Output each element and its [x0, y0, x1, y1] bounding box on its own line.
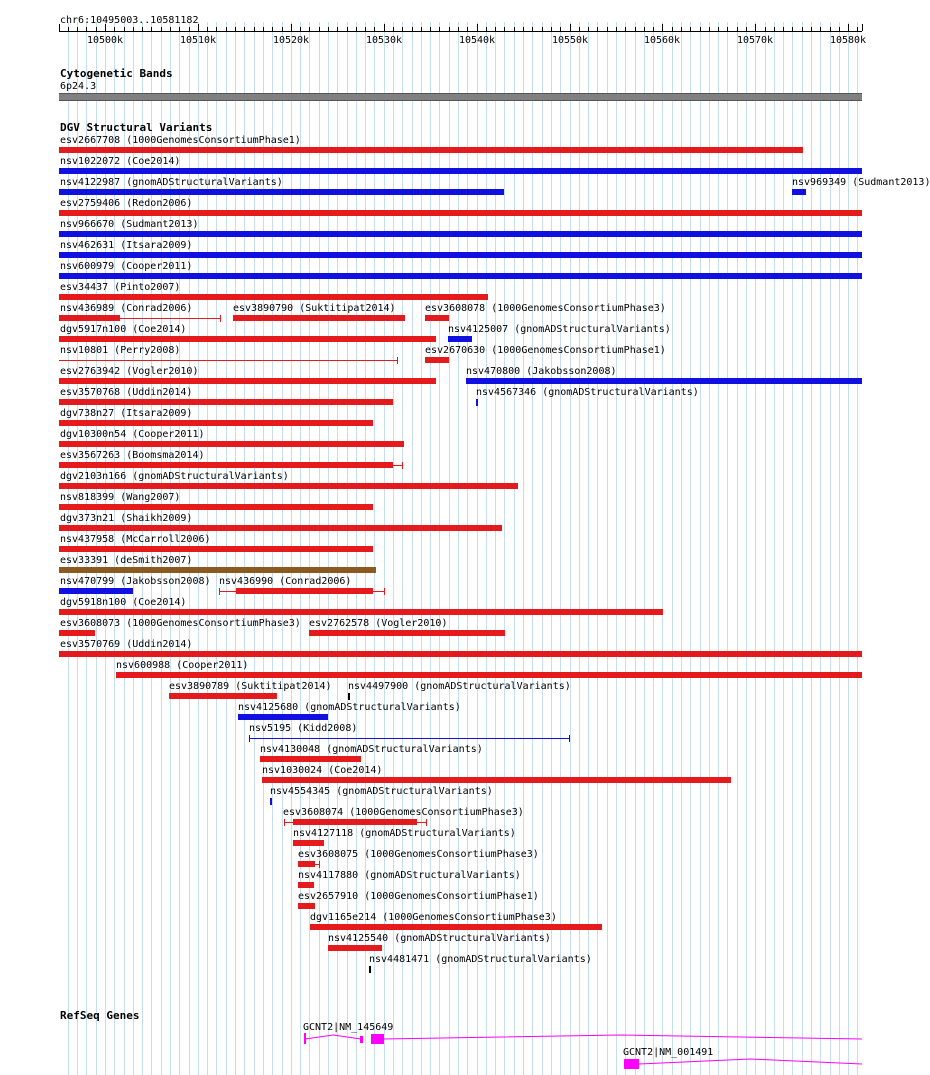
- gene-label[interactable]: GCNT2|NM_145649: [303, 1022, 394, 1033]
- variant-feature[interactable]: [59, 630, 95, 636]
- variant-label[interactable]: dgv1165e214 (1000GenomesConsortiumPhase3): [310, 912, 557, 923]
- variant-label[interactable]: nsv1030024 (Coe2014): [262, 765, 383, 776]
- variant-label[interactable]: esv3890790 (Suktitipat2014): [233, 303, 396, 314]
- variant-feature[interactable]: [476, 399, 478, 406]
- variant-label[interactable]: nsv436990 (Conrad2006): [219, 576, 352, 587]
- variant-feature[interactable]: [59, 441, 404, 447]
- gene-model-nm-145649[interactable]: [305, 1033, 862, 1044]
- variant-feature[interactable]: [59, 483, 518, 489]
- variant-feature[interactable]: [59, 462, 393, 468]
- variant-feature[interactable]: [270, 798, 272, 805]
- gene-exon[interactable]: [624, 1059, 639, 1069]
- variant-label[interactable]: nsv5195 (Kidd2008): [249, 723, 358, 734]
- ruler-tick-label: 10570k: [736, 35, 774, 46]
- variant-feature[interactable]: [310, 924, 602, 930]
- variant-label[interactable]: dgv738n27 (Itsara2009): [60, 408, 193, 419]
- variant-feature[interactable]: [262, 777, 731, 783]
- variant-label[interactable]: esv3570768 (Uddin2014): [60, 387, 193, 398]
- variant-feature[interactable]: [260, 756, 361, 762]
- variant-feature[interactable]: [59, 336, 436, 342]
- variant-extent-line[interactable]: [249, 738, 569, 739]
- variant-feature[interactable]: [236, 588, 373, 594]
- variant-feature[interactable]: [298, 903, 315, 909]
- variant-end-cap: [402, 462, 403, 469]
- variant-feature[interactable]: [59, 273, 862, 279]
- variant-label[interactable]: nsv4125680 (gnomADStructuralVariants): [238, 702, 461, 713]
- variant-label[interactable]: nsv600988 (Cooper2011): [116, 660, 249, 671]
- variant-feature[interactable]: [59, 420, 373, 426]
- variant-feature[interactable]: [59, 189, 504, 195]
- variant-label[interactable]: nsv4497900 (gnomADStructuralVariants): [348, 681, 571, 692]
- variant-end-cap: [220, 315, 221, 322]
- variant-feature[interactable]: [59, 567, 376, 573]
- variant-label[interactable]: nsv966670 (Sudmant2013): [60, 219, 199, 230]
- variant-label[interactable]: nsv10801 (Perry2008): [60, 345, 181, 356]
- gene-intron-line: [384, 1035, 862, 1039]
- variant-extent-line: [120, 318, 220, 319]
- variant-label[interactable]: nsv437958 (McCarroll2006): [60, 534, 211, 545]
- variant-feature[interactable]: [59, 147, 803, 153]
- variant-label[interactable]: nsv4554345 (gnomADStructuralVariants): [270, 786, 493, 797]
- variant-feature[interactable]: [59, 315, 120, 321]
- variant-label[interactable]: esv3570769 (Uddin2014): [60, 639, 193, 650]
- variant-feature[interactable]: [466, 378, 862, 384]
- ruler-tick-label: 10560k: [643, 35, 681, 46]
- variant-label[interactable]: dgv2103n166 (gnomADStructuralVariants): [60, 471, 289, 482]
- variant-label[interactable]: nsv4567346 (gnomADStructuralVariants): [476, 387, 699, 398]
- variant-label[interactable]: nsv4122987 (gnomADStructuralVariants): [60, 177, 283, 188]
- variant-feature[interactable]: [169, 693, 277, 699]
- variant-label[interactable]: esv3608073 (1000GenomesConsortiumPhase3): [60, 618, 301, 629]
- ruler-tick-label: 10500k: [86, 35, 124, 46]
- variant-extent-line: [417, 822, 426, 823]
- variant-feature[interactable]: [59, 231, 862, 237]
- ruler-tick-label: 10540k: [458, 35, 496, 46]
- gene-label[interactable]: GCNT2|NM_001491: [623, 1047, 714, 1058]
- ruler-tick-label: 10550k: [551, 35, 589, 46]
- gene-exon[interactable]: [360, 1036, 363, 1043]
- variant-feature[interactable]: [233, 315, 405, 321]
- variant-label[interactable]: dgv5917n100 (Coe2014): [60, 324, 187, 335]
- variant-feature[interactable]: [238, 714, 328, 720]
- variant-feature[interactable]: [59, 210, 862, 216]
- dgv-track-title[interactable]: DGV Structural Variants: [60, 121, 213, 134]
- variant-label[interactable]: esv2667708 (1000GenomesConsortiumPhase1): [60, 135, 301, 146]
- variant-label[interactable]: nsv4125540 (gnomADStructuralVariants): [328, 933, 551, 944]
- variant-label[interactable]: esv3608074 (1000GenomesConsortiumPhase3): [283, 807, 524, 818]
- variant-label[interactable]: nsv4130048 (gnomADStructuralVariants): [260, 744, 483, 755]
- variant-label[interactable]: dgv5918n100 (Coe2014): [60, 597, 187, 608]
- ruler-tick-label: 10530k: [365, 35, 403, 46]
- variant-label[interactable]: esv34437 (Pinto2007): [60, 282, 181, 293]
- gene-exon[interactable]: [371, 1034, 384, 1044]
- variant-label[interactable]: esv3608078 (1000GenomesConsortiumPhase3): [425, 303, 666, 314]
- refseq-track-title[interactable]: RefSeq Genes: [60, 1009, 140, 1022]
- variant-feature[interactable]: [59, 525, 502, 531]
- variant-label[interactable]: nsv470799 (Jakobsson2008): [60, 576, 211, 587]
- variant-feature[interactable]: [59, 504, 373, 510]
- variant-end-cap: [397, 357, 398, 364]
- variant-label[interactable]: esv2657910 (1000GenomesConsortiumPhase1): [298, 891, 539, 902]
- gene-model-nm-001491[interactable]: [624, 1059, 862, 1069]
- variant-feature[interactable]: [293, 819, 417, 825]
- variant-label[interactable]: nsv4125007 (gnomADStructuralVariants): [448, 324, 671, 335]
- variant-label[interactable]: dgv10300n54 (Cooper2011): [60, 429, 205, 440]
- variant-label[interactable]: esv2763942 (Vogler2010): [60, 366, 199, 377]
- variant-feature[interactable]: [369, 966, 371, 973]
- variant-label[interactable]: esv3890789 (Suktitipat2014): [169, 681, 332, 692]
- cytoband-track-title[interactable]: Cytogenetic Bands: [60, 67, 173, 80]
- variant-label[interactable]: dgv373n21 (Shaikh2009): [60, 513, 193, 524]
- variant-extent-line: [220, 591, 236, 592]
- variant-end-cap: [426, 819, 427, 826]
- variant-label[interactable]: nsv1022072 (Coe2014): [60, 156, 181, 167]
- variant-feature[interactable]: [328, 945, 382, 951]
- ruler-tick-label: 10580k: [829, 35, 867, 46]
- refseq-gene-models[interactable]: [0, 1015, 890, 1075]
- ruler-axis: [59, 31, 862, 32]
- variant-label[interactable]: esv3567263 (Boomsma2014): [60, 450, 205, 461]
- variant-label[interactable]: nsv470800 (Jakobsson2008): [466, 366, 617, 377]
- variant-feature[interactable]: [59, 168, 862, 174]
- variant-feature[interactable]: [425, 315, 449, 321]
- gene-intron-line: [305, 1035, 361, 1039]
- ruler-tick-label: 10510k: [179, 35, 217, 46]
- variant-feature[interactable]: [59, 399, 393, 405]
- variant-feature[interactable]: [425, 357, 449, 363]
- variant-label[interactable]: nsv818399 (Wang2007): [60, 492, 181, 503]
- variant-label[interactable]: nsv462631 (Itsara2009): [60, 240, 193, 251]
- variant-label[interactable]: nsv4127118 (gnomADStructuralVariants): [293, 828, 516, 839]
- variant-extent-line: [285, 822, 293, 823]
- cytoband-bar[interactable]: [59, 93, 862, 101]
- variant-label[interactable]: esv33391 (deSmith2007): [60, 555, 193, 566]
- ruler-tick-label: 10520k: [272, 35, 310, 46]
- variant-label[interactable]: nsv436989 (Conrad2006): [60, 303, 193, 314]
- variant-feature[interactable]: [116, 672, 862, 678]
- variant-label[interactable]: esv2762578 (Vogler2010): [309, 618, 448, 629]
- variant-label[interactable]: esv2670630 (1000GenomesConsortiumPhase1): [425, 345, 666, 356]
- variant-feature[interactable]: [298, 861, 315, 867]
- variant-feature[interactable]: [348, 693, 350, 700]
- variant-label[interactable]: nsv969349 (Sudmant2013): [792, 177, 930, 188]
- variant-feature[interactable]: [59, 378, 436, 384]
- variant-feature[interactable]: [792, 189, 806, 195]
- variant-extent-line: [373, 591, 384, 592]
- variant-feature[interactable]: [59, 609, 663, 615]
- variant-feature[interactable]: [59, 252, 862, 258]
- variant-label[interactable]: esv2759406 (Redon2006): [60, 198, 193, 209]
- variant-extent-line: [393, 465, 402, 466]
- variant-label[interactable]: esv3608075 (1000GenomesConsortiumPhase3): [298, 849, 539, 860]
- variant-feature[interactable]: [309, 630, 505, 636]
- variant-feature[interactable]: [59, 588, 133, 594]
- position-label: chr6:10495003..10581182: [60, 15, 199, 26]
- variant-end-cap: [569, 735, 570, 742]
- variant-label[interactable]: nsv600979 (Cooper2011): [60, 261, 193, 272]
- variant-end-cap: [319, 861, 320, 868]
- variant-extent-line: [59, 360, 397, 361]
- variant-feature[interactable]: [448, 336, 472, 342]
- variant-feature[interactable]: [293, 840, 324, 846]
- variant-feature[interactable]: [59, 651, 862, 657]
- variant-label[interactable]: nsv4117880 (gnomADStructuralVariants): [298, 870, 521, 881]
- variant-end-cap: [384, 588, 385, 595]
- variant-label[interactable]: nsv4481471 (gnomADStructuralVariants): [369, 954, 592, 965]
- gene-intron-line: [639, 1059, 862, 1064]
- cytoband-label: 6p24.3: [60, 81, 97, 92]
- variant-feature[interactable]: [298, 882, 314, 888]
- variant-feature[interactable]: [59, 546, 373, 552]
- variant-feature[interactable]: [59, 294, 488, 300]
